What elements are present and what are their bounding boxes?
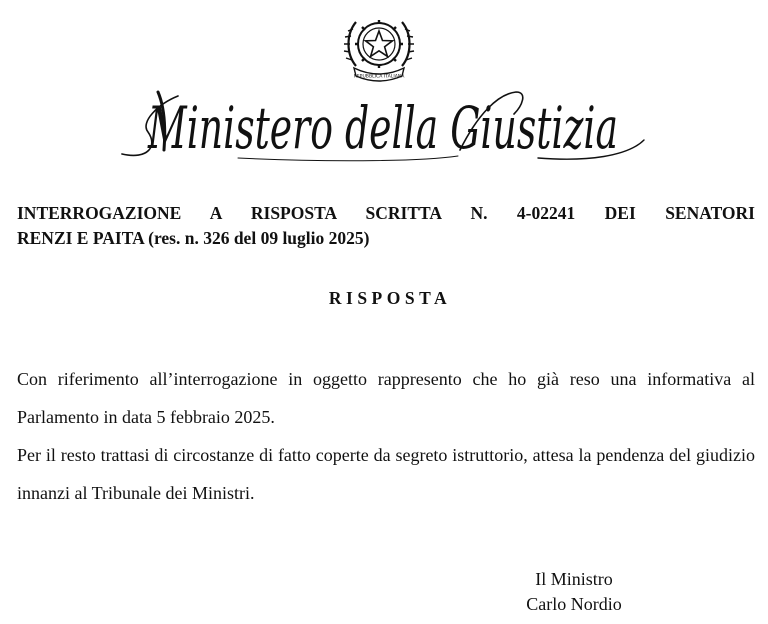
subject-heading xyxy=(17,201,755,251)
answer-title: RISPOSTA xyxy=(328,288,452,308)
subject-line-1: INTERROGAZIONE A RISPOSTA SCRITTA N. 4-02241 DEI SENATORI xyxy=(17,203,755,223)
subject-line-2: RENZI E PAITA (res. n. 326 del 09 luglio 2025) xyxy=(17,228,370,248)
signature-name: Carlo Nordio xyxy=(526,594,622,614)
signature-block xyxy=(490,567,658,617)
ministry-name: Ministero della Giustizia xyxy=(147,94,619,162)
paragraph: Per il resto trattasi di circostanze di fatto coperte da segreto istruttorio, attesa la pendenza del giudizio innanzi al Tribunale dei Ministri. xyxy=(17,445,755,503)
answer-body xyxy=(17,360,755,512)
emblem-ribbon-text: REPUBBLICA ITALIANA xyxy=(353,74,405,80)
ministry-letterhead-logo xyxy=(118,84,648,164)
signature-role: Il Ministro xyxy=(535,569,613,589)
republic-emblem-icon xyxy=(338,4,420,86)
paragraph: Con riferimento all’interrogazione in oggetto rappresento che ho già reso una informativa al Parlamento in data 5 febbraio 2025. xyxy=(17,369,755,427)
